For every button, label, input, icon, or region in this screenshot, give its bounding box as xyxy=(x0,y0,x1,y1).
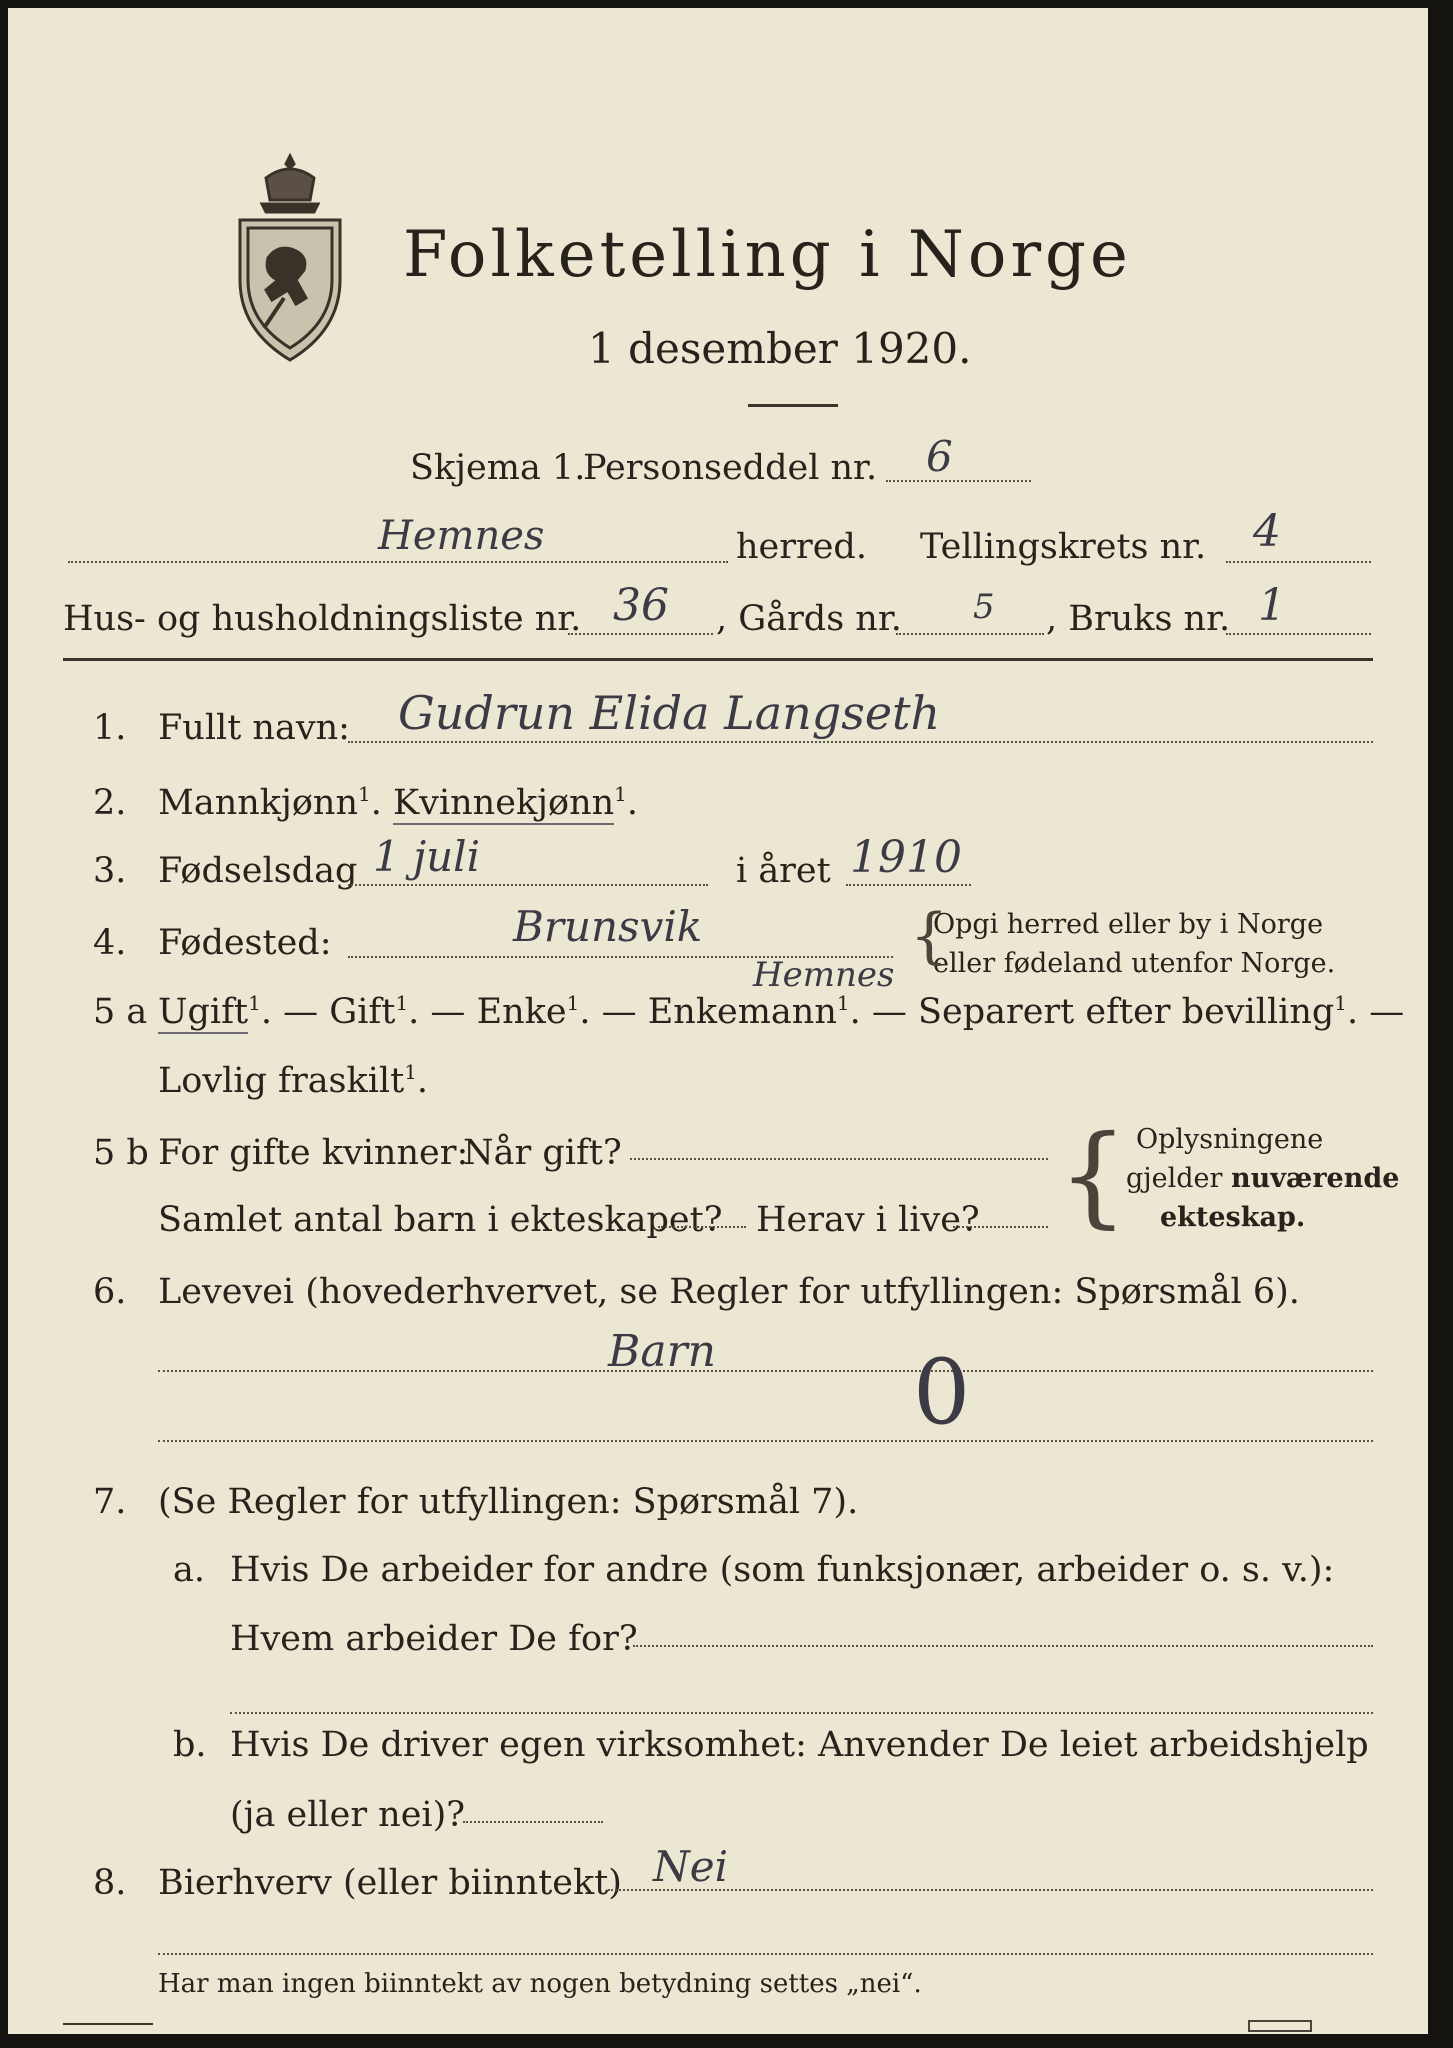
q8-label: Bierhverv (eller biinntekt) xyxy=(158,1863,622,1903)
enkemann-option[interactable]: Enkemann xyxy=(647,992,837,1032)
q4-note-line2: eller fødeland utenfor Norge. xyxy=(933,948,1336,979)
skjema-label: Skjema 1. xyxy=(410,448,586,488)
coat-of-arms-logo xyxy=(226,148,354,368)
form-date: 1 desember 1920. xyxy=(588,324,972,373)
birthplace-value-2: Hemnes xyxy=(753,955,895,995)
husliste-label: Hus- og husholdningsliste nr. xyxy=(63,599,582,639)
female-option[interactable]: Kvinnekjønn xyxy=(393,783,615,823)
children-alive-field[interactable] xyxy=(953,1226,1048,1228)
q7b-sub: (ja eller nei)? xyxy=(230,1795,466,1835)
tellingskrets-field[interactable] xyxy=(1226,561,1371,563)
herred-label: herred. xyxy=(736,527,867,567)
municipality-field[interactable] xyxy=(68,561,728,563)
footer-mark-left xyxy=(63,2023,153,2025)
census-form-sheet xyxy=(8,8,1428,2034)
hired-help-field[interactable] xyxy=(463,1821,603,1823)
gards-value: 5 xyxy=(973,587,995,627)
header-divider xyxy=(63,658,1373,661)
personseddel-field[interactable] xyxy=(886,480,1031,482)
q5b-note-line1: Oplysningene xyxy=(1136,1124,1324,1155)
q7-number: 7. xyxy=(93,1482,127,1522)
occupation-mark: 0 xyxy=(913,1340,971,1445)
samlet-barn-label: Samlet antal barn i ekteskapet? xyxy=(158,1200,723,1240)
birthday-value: 1 juli xyxy=(373,832,481,881)
q7-label: (Se Regler for utfyllingen: Spørsmål 7). xyxy=(158,1482,859,1522)
full-name-field[interactable] xyxy=(348,741,1373,743)
children-total-field[interactable] xyxy=(658,1226,746,1228)
full-name-value: Gudrun Elida Langseth xyxy=(398,686,941,740)
q7a-text: Hvis De arbeider for andre (som funksjonær, arbeider o. s. v.): xyxy=(230,1550,1335,1590)
q5b-label: For gifte kvinner: xyxy=(158,1133,469,1173)
q7a-sub: Hvem arbeider De for? xyxy=(230,1619,638,1659)
q3-number: 3. xyxy=(93,851,127,891)
herav-label: Herav i live? xyxy=(756,1200,980,1240)
q5a-number: 5 a xyxy=(93,992,148,1032)
footer-mark-right xyxy=(1248,2020,1312,2032)
birthday-field[interactable] xyxy=(348,884,708,886)
q5b-note-line2: gjelder nuværende xyxy=(1126,1163,1400,1194)
municipality-value: Hemnes xyxy=(378,513,545,559)
year-label: i året xyxy=(736,851,831,891)
q4-number: 4. xyxy=(93,923,127,963)
q5b-number: 5 b xyxy=(93,1133,149,1173)
q1-label: Fullt navn: xyxy=(158,708,350,748)
occupation-field-2[interactable] xyxy=(158,1440,1373,1442)
form-title: Folketelling i Norge xyxy=(403,218,1132,292)
q2-options: Mannkjønn$^1$. Kvinnekjønn$^1$. xyxy=(158,782,639,823)
q8-number: 8. xyxy=(93,1863,127,1903)
q5b-brace: { xyxy=(1058,1111,1128,1239)
title-divider xyxy=(748,404,838,407)
q7b-letter: b. xyxy=(173,1725,207,1765)
personseddel-label: Personseddel nr. xyxy=(583,448,878,488)
gards-label: , Gårds nr. xyxy=(716,599,902,639)
employer-field[interactable] xyxy=(633,1645,1373,1647)
lovlig-fraskilt-option[interactable]: Lovlig fraskilt xyxy=(158,1061,405,1101)
gift-option[interactable]: Gift xyxy=(329,992,396,1032)
ugift-option[interactable]: Ugift xyxy=(158,992,249,1032)
tellingskrets-value: 4 xyxy=(1253,506,1281,557)
q6-label: Levevei (hovederhvervet, se Regler for utfyllingen: Spørsmål 6). xyxy=(158,1272,1300,1312)
male-option[interactable]: Mannkjønn xyxy=(158,783,359,823)
q5b-note-line3: ekteskap. xyxy=(1160,1202,1306,1233)
gards-field[interactable] xyxy=(896,633,1044,635)
husliste-value: 36 xyxy=(613,580,669,631)
side-income-value: Nei xyxy=(653,1842,729,1891)
bruks-label: , Bruks nr. xyxy=(1046,599,1231,639)
occupation-value: Barn xyxy=(608,1326,716,1377)
birth-year-field[interactable] xyxy=(846,884,971,886)
marital-options-line1: Ugift$^1$. — Gift$^1$. — Enke$^1$. — Enkemann$^1$. — Separert efter bevilling$^1$. — xyxy=(158,991,1405,1032)
footer-note: Har man ingen biinntekt av nogen betydning settes „nei“. xyxy=(158,1969,922,1999)
q3-label: Fødselsdag xyxy=(158,851,358,891)
q4-label: Fødested: xyxy=(158,923,332,963)
bruks-field[interactable] xyxy=(1226,633,1371,635)
naar-gift-label: Når gift? xyxy=(463,1133,622,1173)
q2-number: 2. xyxy=(93,783,127,823)
birthplace-value: Brunsvik xyxy=(513,902,703,951)
husliste-field[interactable] xyxy=(568,633,713,635)
separert-option[interactable]: Separert efter bevilling xyxy=(918,992,1335,1032)
q1-number: 1. xyxy=(93,708,127,748)
employer-field-2[interactable] xyxy=(230,1712,1373,1714)
occupation-field-1[interactable] xyxy=(158,1370,1373,1372)
personseddel-value: 6 xyxy=(926,432,953,481)
birth-year-value: 1910 xyxy=(850,832,962,883)
enke-option[interactable]: Enke xyxy=(476,992,567,1032)
marital-options-line2: Lovlig fraskilt$^1$. xyxy=(158,1060,429,1101)
bruks-value: 1 xyxy=(1258,580,1286,631)
tellingskrets-label: Tellingskrets nr. xyxy=(920,527,1207,567)
q6-number: 6. xyxy=(93,1272,127,1312)
q7a-letter: a. xyxy=(173,1550,205,1590)
q7b-text: Hvis De driver egen virksomhet: Anvender De leiet arbeidshjelp xyxy=(230,1725,1369,1765)
q4-note-line1: Opgi herred eller by i Norge xyxy=(933,909,1324,940)
married-when-field[interactable] xyxy=(630,1158,1048,1160)
side-income-field-2[interactable] xyxy=(158,1953,1373,1955)
q4-brace: { xyxy=(910,901,949,971)
